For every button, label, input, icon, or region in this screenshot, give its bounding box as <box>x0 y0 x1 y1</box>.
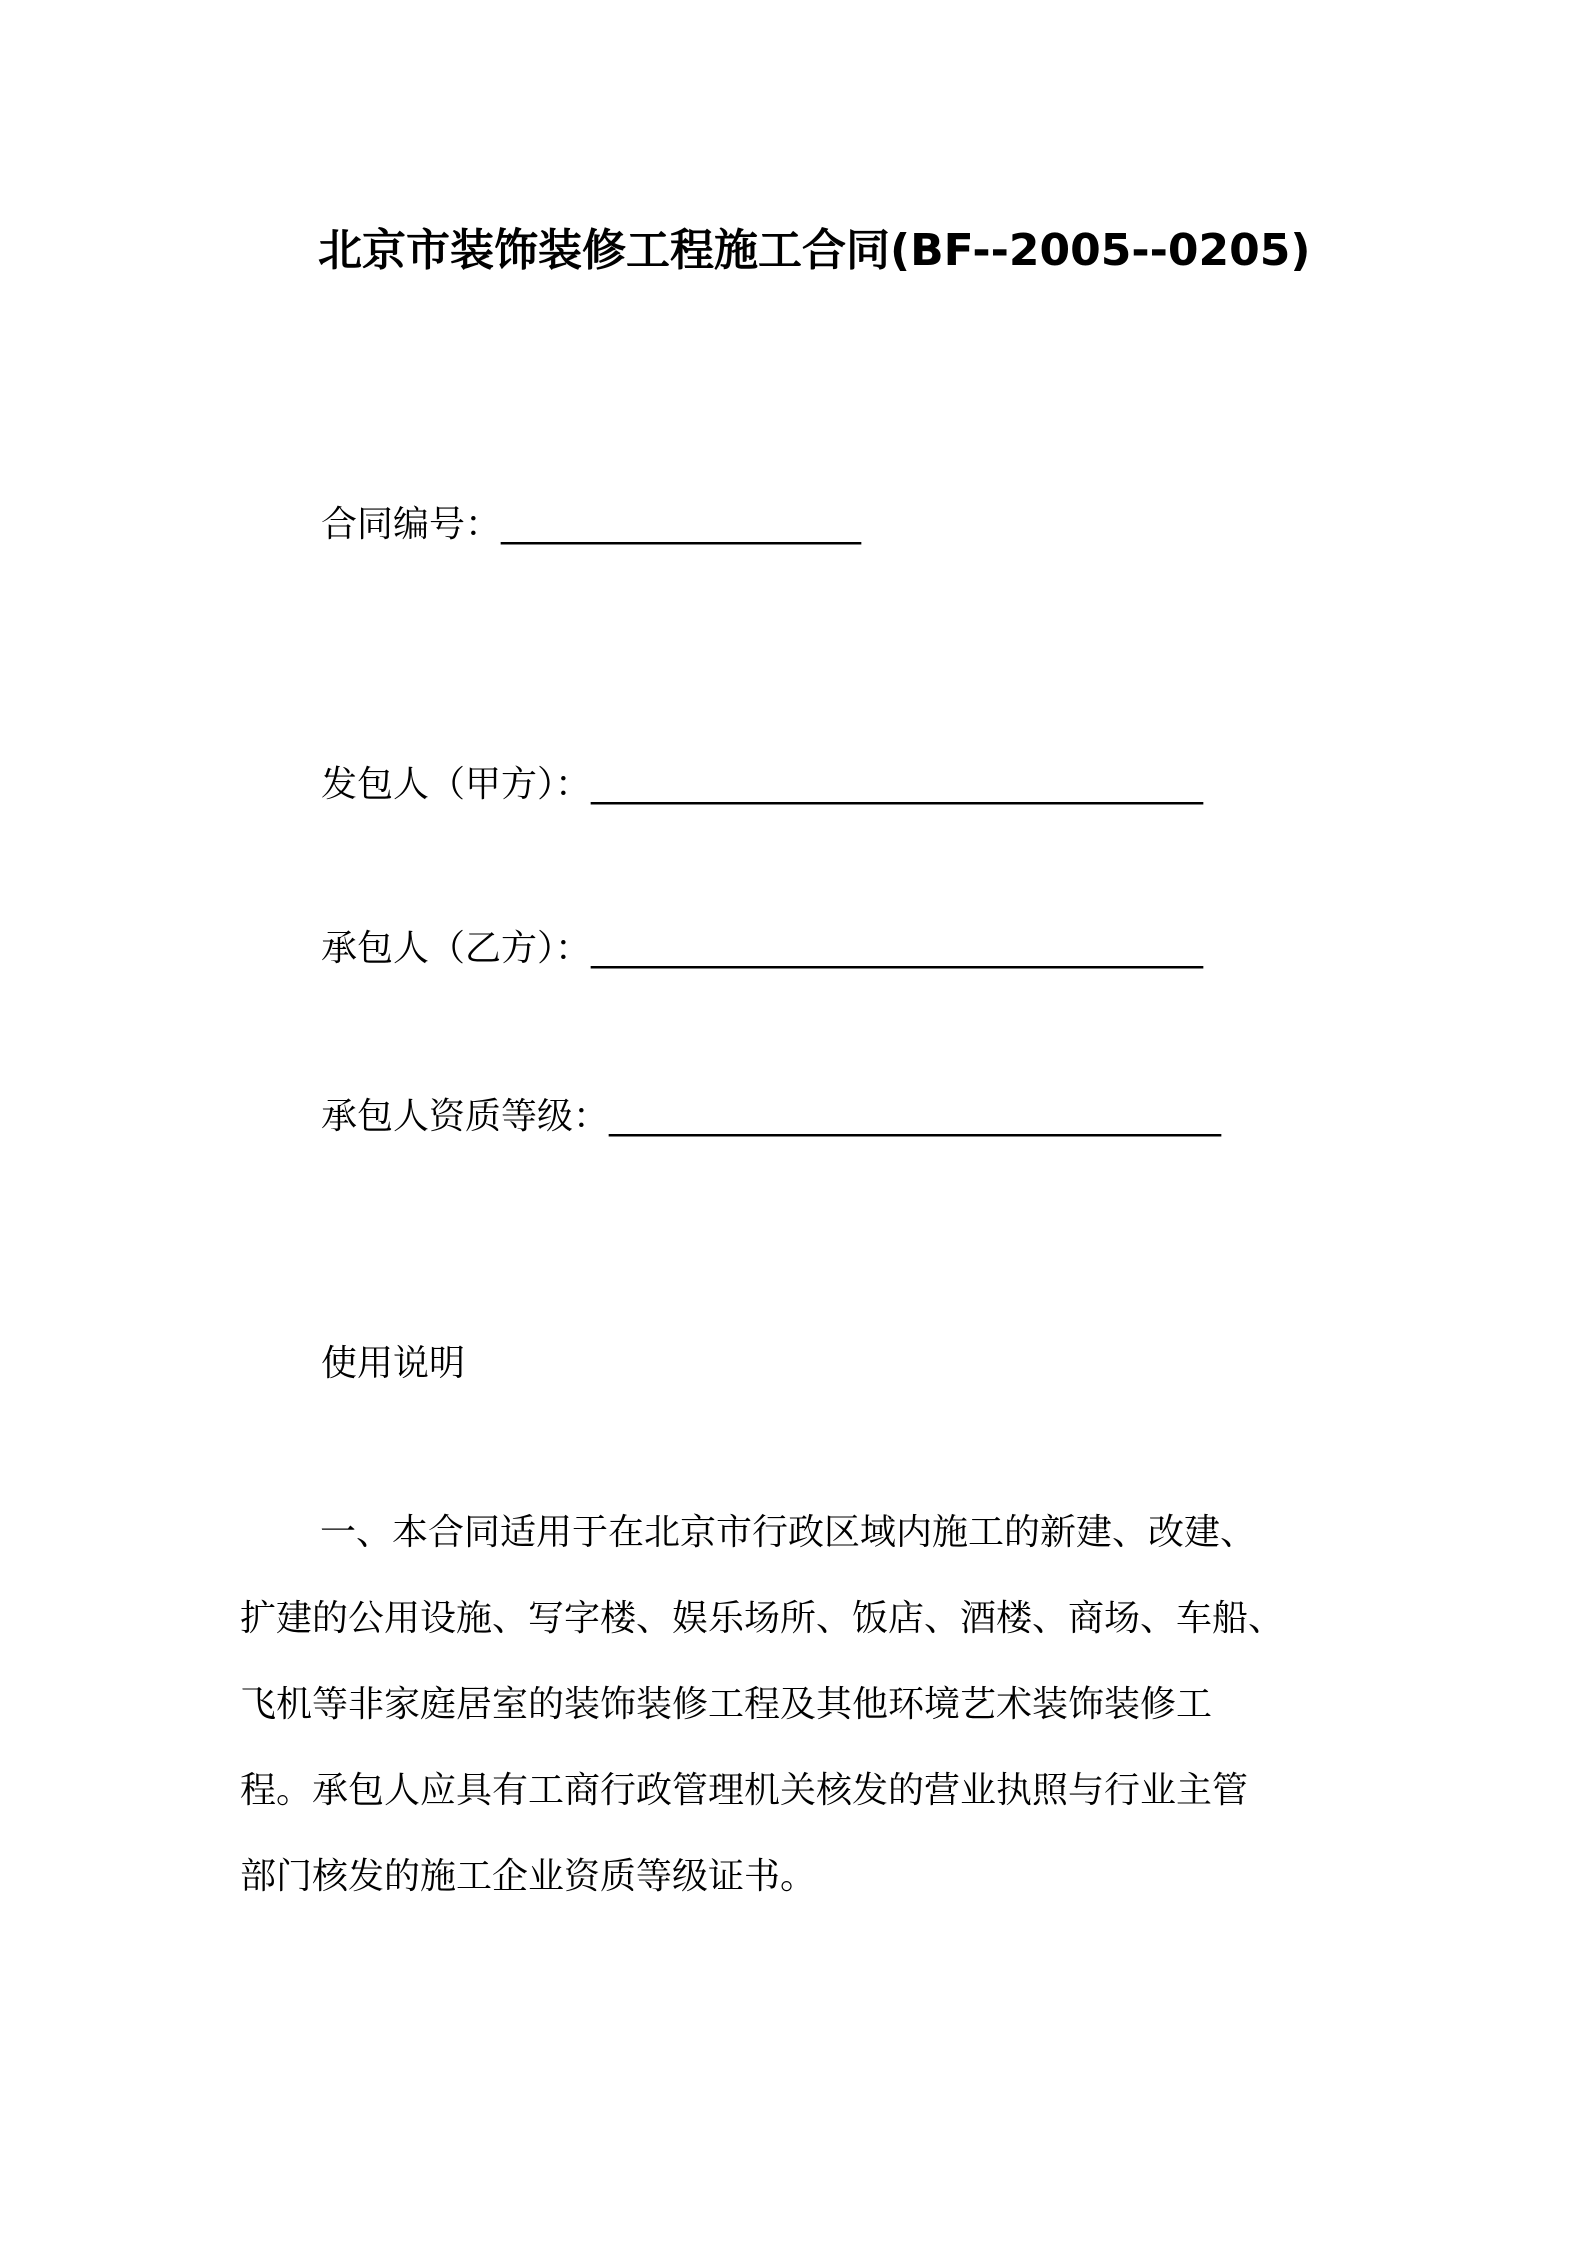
party-a-label: 发包人（甲方）： <box>321 764 592 805</box>
contract-number-field <box>321 496 861 547</box>
paragraph-line: 部门核发的施工企业资质等级证书。 <box>240 1856 817 1897</box>
document-title: 北京市装饰装修工程施工合同(BF--2005--0205) <box>318 225 1311 276</box>
usage-instructions-paragraph <box>240 1490 1360 1920</box>
party-b-field <box>321 920 1203 971</box>
contract-number-label: 合同编号： <box>321 504 502 545</box>
paragraph-line: 程。承包人应具有工商行政管理机关核发的营业执照与行业主管 <box>240 1770 1249 1811</box>
qualification-level-field <box>321 1088 1221 1139</box>
usage-instructions-heading: 使用说明 <box>321 1343 466 1384</box>
party-a-field <box>321 756 1203 807</box>
contract-number-blank: ____________________ <box>501 504 862 545</box>
party-b-blank: __________________________________ <box>591 928 1204 969</box>
paragraph-line: 扩建的公用设施、写字楼、娱乐场所、饭店、酒楼、商场、车船、 <box>240 1598 1285 1639</box>
qualification-level-label: 承包人资质等级： <box>321 1096 610 1137</box>
party-a-blank: __________________________________ <box>591 764 1204 805</box>
paragraph-line: 一、本合同适用于在北京市行政区域内施工的新建、改建、 <box>320 1512 1257 1553</box>
paragraph-line: 飞机等非家庭居室的装饰装修工程及其他环境艺术装饰装修工 <box>240 1684 1213 1725</box>
party-b-label: 承包人（乙方）： <box>321 928 592 969</box>
qualification-level-blank: __________________________________ <box>609 1096 1222 1137</box>
